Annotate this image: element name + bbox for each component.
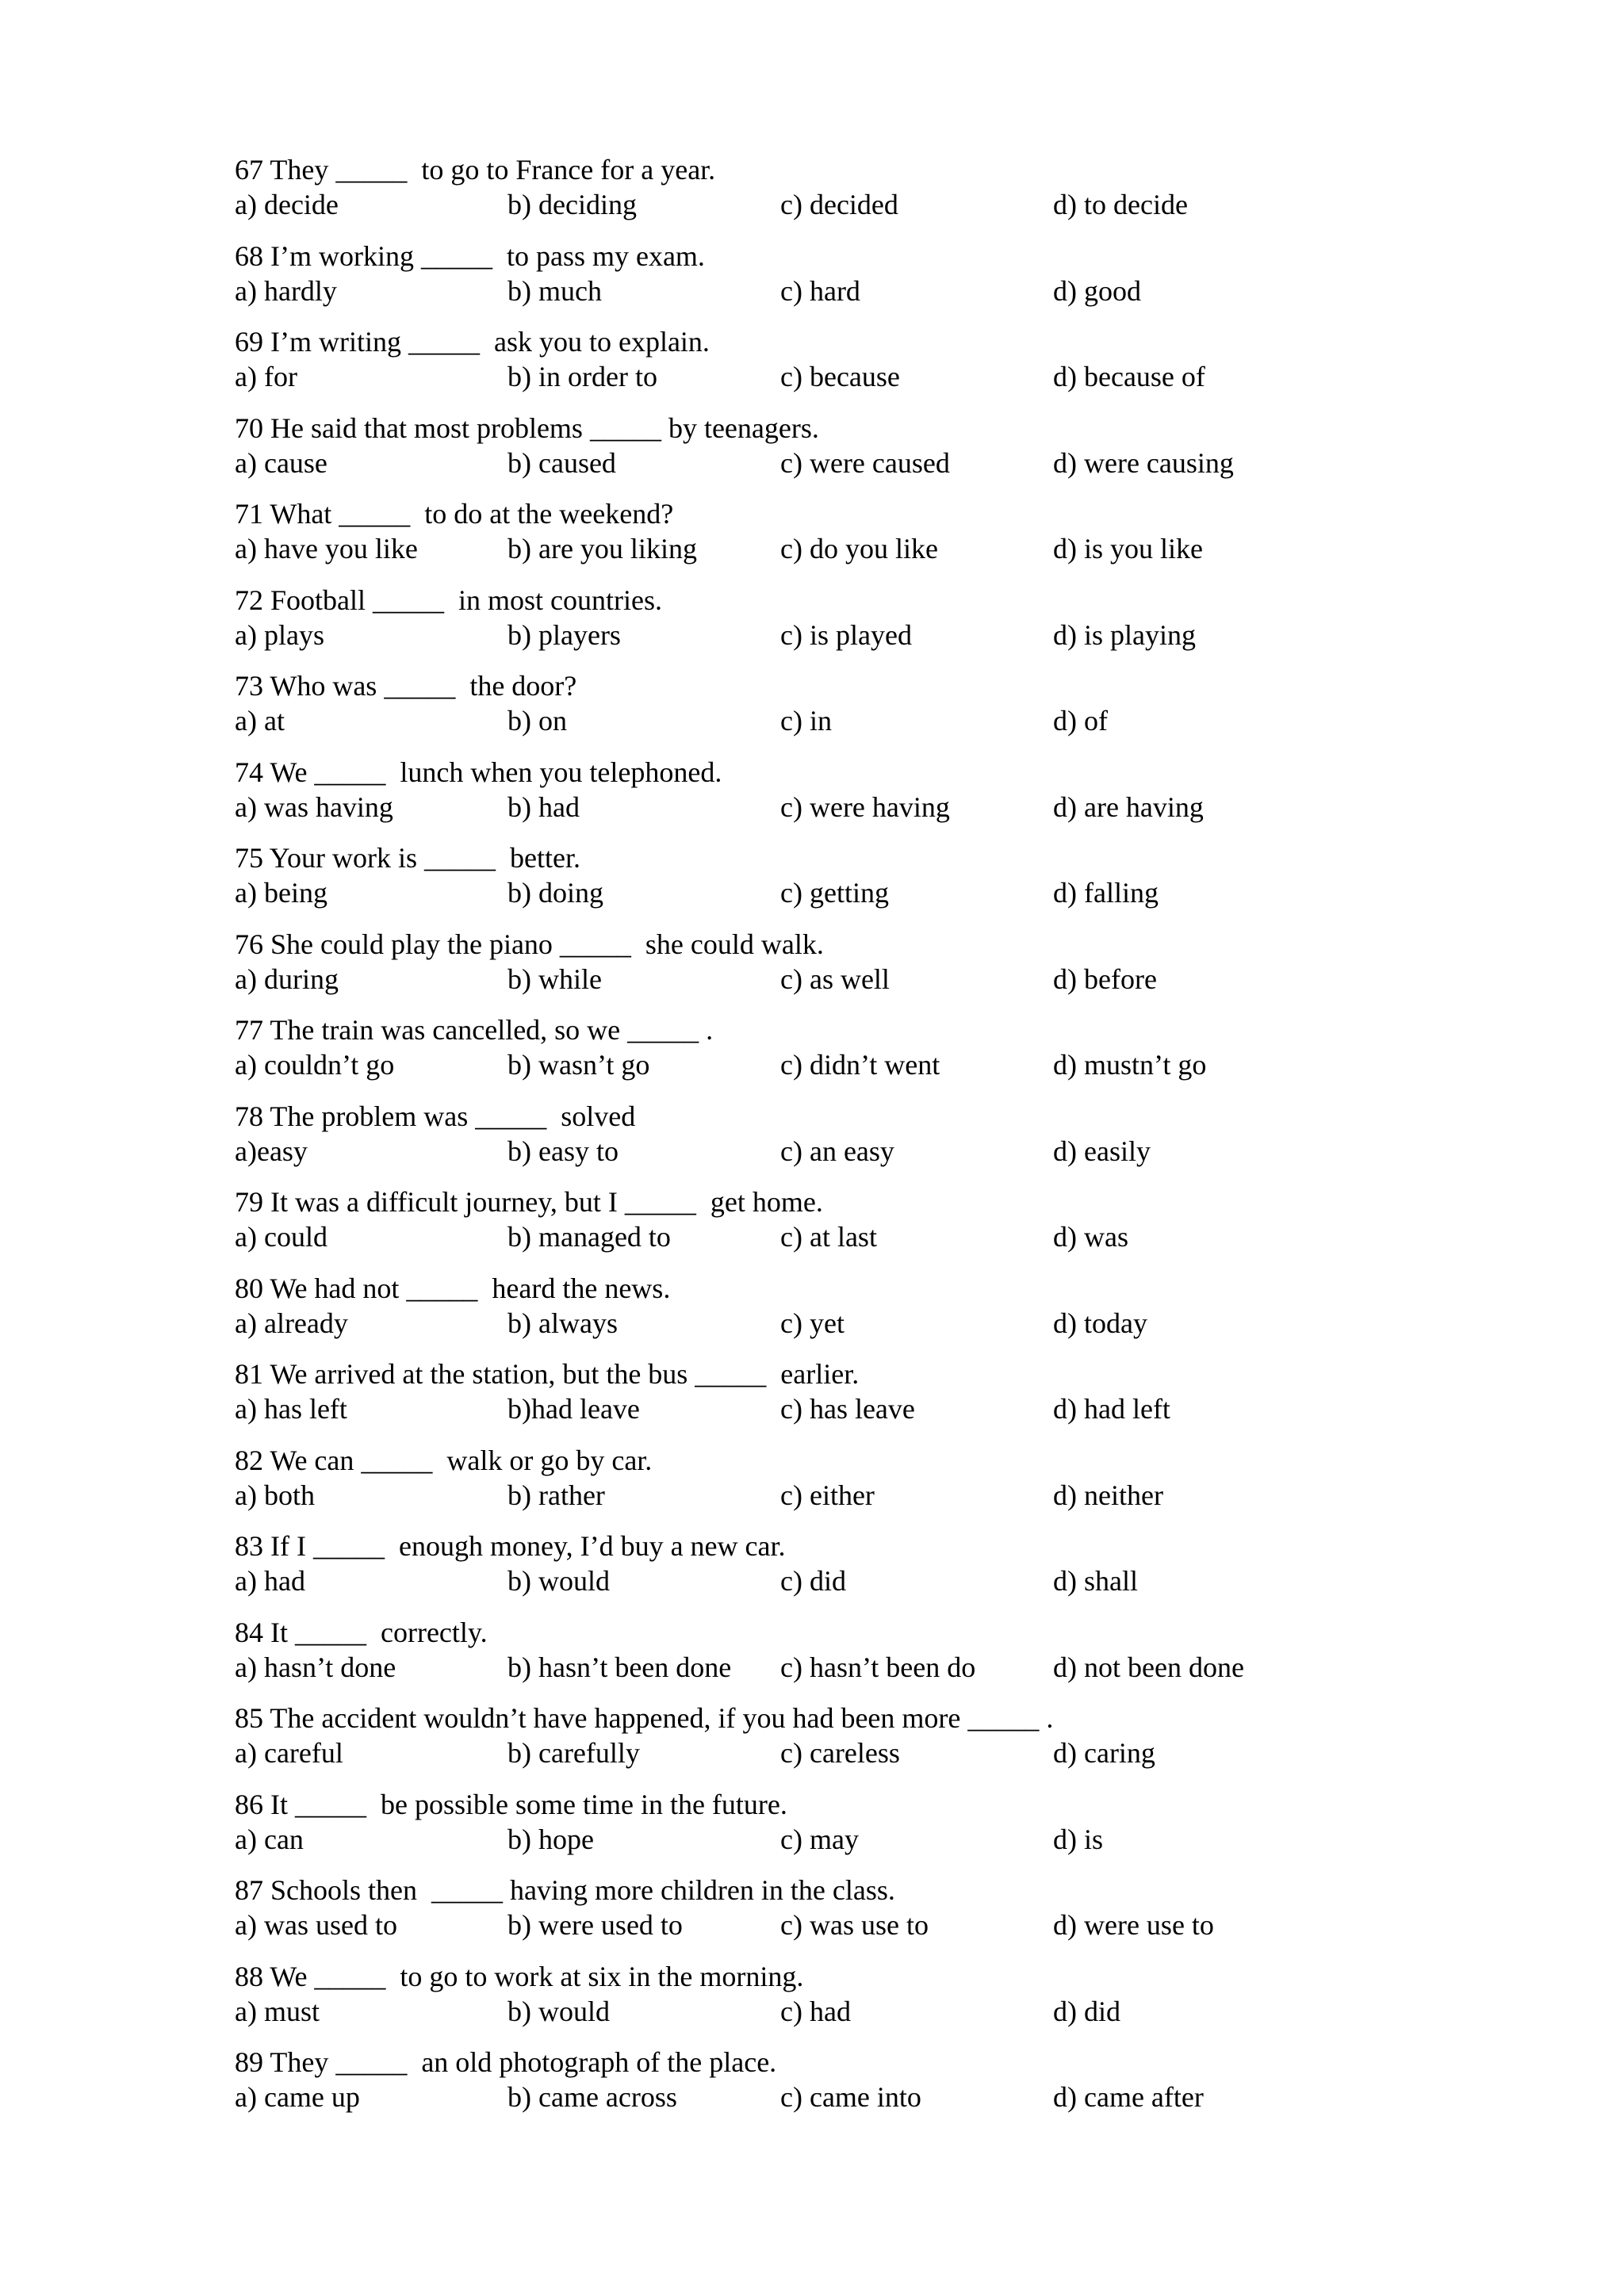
answer-options: [235, 187, 1599, 222]
answer-options: [235, 1994, 1599, 2029]
question-stem: 81 We arrived at the station, but the bus _____ earlier.: [235, 1358, 860, 1390]
option-b: b) are you liking: [508, 533, 697, 564]
answer-options: [235, 1391, 1599, 1426]
option-b: b) caused: [508, 446, 616, 479]
option-a: a) at: [235, 705, 285, 737]
question-74: [235, 755, 1599, 841]
question-stem: 86 It _____ be possible some time in the future.: [235, 1788, 787, 1820]
option-c: c) was use to: [780, 1909, 929, 1941]
question-87: [235, 1873, 1599, 1959]
option-b: b) would: [508, 1565, 610, 1597]
question-73: [235, 668, 1599, 755]
answer-options: [235, 962, 1599, 997]
answer-options: [235, 359, 1599, 394]
question-83: [235, 1529, 1599, 1615]
question-stem: 68 I’m working _____ to pass my exam.: [235, 239, 705, 272]
option-c: c) hard: [780, 274, 860, 307]
option-a: a) could: [235, 1221, 327, 1253]
option-c: c) is played: [780, 618, 912, 651]
question-stem: 88 We _____ to go to work at six in the morning.: [235, 1960, 804, 1992]
answer-options: [235, 1219, 1599, 1254]
option-c: c) an easy: [780, 1135, 894, 1167]
question-79: [235, 1184, 1599, 1271]
question-75: [235, 840, 1599, 927]
option-b: b) on: [508, 705, 567, 737]
option-a: a) was used to: [235, 1909, 397, 1941]
option-d: d) shall: [1053, 1565, 1138, 1597]
option-b: b) carefully: [508, 1737, 640, 1769]
option-a: a) already: [235, 1307, 348, 1339]
question-68: [235, 239, 1599, 325]
option-b: b) players: [508, 618, 621, 651]
answer-options: [235, 1047, 1599, 1082]
option-d: d) caring: [1053, 1737, 1155, 1769]
option-b: b) deciding: [508, 189, 637, 220]
option-d: d) of: [1053, 705, 1108, 737]
question-89: [235, 2045, 1599, 2131]
option-c: c) yet: [780, 1307, 845, 1339]
option-c: c) were having: [780, 790, 950, 823]
option-b: b) would: [508, 1995, 610, 2027]
question-78: [235, 1099, 1599, 1185]
option-d: d) are having: [1053, 790, 1204, 823]
option-a: a) can: [235, 1823, 304, 1855]
option-b: b) hope: [508, 1823, 594, 1855]
question-stem: 78 The problem was _____ solved: [235, 1100, 636, 1132]
answer-options: [235, 531, 1599, 566]
question-stem: 67 They _____ to go to France for a year.: [235, 154, 716, 186]
question-88: [235, 1959, 1599, 2045]
answer-options: [235, 274, 1599, 308]
option-c: c) didn’t went: [780, 1049, 940, 1081]
answer-options: [235, 790, 1599, 825]
option-c: c) in: [780, 705, 832, 737]
option-d: d) because of: [1053, 361, 1205, 392]
option-d: d) not been done: [1053, 1651, 1244, 1683]
question-stem: 89 They _____ an old photograph of the place.: [235, 2046, 777, 2078]
answer-options: [235, 703, 1599, 738]
question-stem: 69 I’m writing _____ ask you to explain.: [235, 326, 710, 358]
option-b: b) always: [508, 1307, 618, 1339]
option-a: a) plays: [235, 618, 324, 651]
answer-options: [235, 1822, 1599, 1857]
option-a: a) hasn’t done: [235, 1651, 396, 1683]
option-a: a) decide: [235, 189, 339, 220]
option-c: c) because: [780, 361, 900, 392]
option-b: b) doing: [508, 877, 603, 909]
option-d: d) were causing: [1053, 446, 1234, 479]
option-a: a)easy: [235, 1135, 308, 1167]
answer-options: [235, 1478, 1599, 1513]
option-a: a) careful: [235, 1737, 343, 1769]
option-a: a) cause: [235, 446, 327, 479]
option-d: d) today: [1053, 1307, 1147, 1339]
option-d: d) before: [1053, 962, 1157, 995]
question-76: [235, 927, 1599, 1013]
question-stem: 71 What _____ to do at the weekend?: [235, 498, 674, 530]
option-c: c) came into: [780, 2081, 921, 2113]
option-d: d) did: [1053, 1995, 1120, 2027]
option-a: a) being: [235, 877, 327, 909]
question-82: [235, 1443, 1599, 1529]
option-d: d) came after: [1053, 2081, 1204, 2113]
question-stem: 83 If I _____ enough money, I’d buy a new car.: [235, 1530, 786, 1562]
option-d: d) falling: [1053, 877, 1159, 909]
question-67: [235, 152, 1599, 239]
option-d: d) neither: [1053, 1479, 1163, 1511]
question-stem: 77 The train was cancelled, so we _____ .: [235, 1014, 714, 1046]
question-77: [235, 1012, 1599, 1099]
option-b: b)had leave: [508, 1393, 640, 1425]
question-stem: 73 Who was _____ the door?: [235, 670, 577, 702]
question-85: [235, 1701, 1599, 1787]
option-b: b) hasn’t been done: [508, 1651, 732, 1683]
option-c: c) careless: [780, 1737, 900, 1769]
option-a: a) has left: [235, 1393, 347, 1425]
question-stem: 80 We had not _____ heard the news.: [235, 1272, 671, 1304]
option-d: d) easily: [1053, 1135, 1151, 1167]
option-b: b) came across: [508, 2081, 677, 2113]
option-d: d) to decide: [1053, 189, 1188, 220]
option-c: c) decided: [780, 189, 898, 220]
answer-options: [235, 1735, 1599, 1770]
option-b: b) managed to: [508, 1221, 671, 1253]
question-stem: 79 It was a difficult journey, but I _____ get home.: [235, 1186, 823, 1218]
option-c: c) as well: [780, 962, 890, 995]
question-70: [235, 411, 1599, 497]
option-c: c) at last: [780, 1221, 877, 1253]
answer-options: [235, 618, 1599, 652]
option-c: c) did: [780, 1565, 846, 1597]
question-stem: 70 He said that most problems _____ by teenagers.: [235, 411, 819, 444]
option-c: c) hasn’t been do: [780, 1651, 976, 1683]
question-86: [235, 1787, 1599, 1873]
option-c: c) do you like: [780, 533, 938, 564]
question-stem: 87 Schools then _____ having more children in the class.: [235, 1874, 895, 1906]
option-d: d) good: [1053, 274, 1141, 307]
question-list: [235, 152, 1599, 2131]
option-c: c) were caused: [780, 446, 950, 479]
option-d: d) was: [1053, 1221, 1128, 1253]
option-a: a) couldn’t go: [235, 1049, 395, 1081]
question-80: [235, 1271, 1599, 1357]
option-b: b) while: [508, 962, 602, 995]
question-stem: 84 It _____ correctly.: [235, 1616, 488, 1648]
option-b: b) in order to: [508, 361, 657, 392]
question-84: [235, 1615, 1599, 1701]
option-c: c) either: [780, 1479, 875, 1511]
option-c: c) has leave: [780, 1393, 915, 1425]
option-a: a) for: [235, 361, 297, 392]
option-c: c) had: [780, 1995, 851, 2027]
question-stem: 72 Football _____ in most countries.: [235, 584, 662, 616]
option-b: b) much: [508, 274, 602, 307]
question-81: [235, 1357, 1599, 1443]
option-a: a) was having: [235, 790, 393, 823]
option-d: d) is you like: [1053, 533, 1203, 564]
option-b: b) easy to: [508, 1135, 619, 1167]
option-b: b) rather: [508, 1479, 605, 1511]
question-69: [235, 324, 1599, 411]
question-stem: 85 The accident wouldn’t have happened, if you had been more _____ .: [235, 1702, 1054, 1734]
option-b: b) were used to: [508, 1909, 683, 1941]
option-c: c) getting: [780, 877, 889, 909]
option-a: a) hardly: [235, 274, 337, 307]
option-d: d) had left: [1053, 1393, 1170, 1425]
question-72: [235, 583, 1599, 669]
option-d: d) were use to: [1053, 1909, 1214, 1941]
question-stem: 75 Your work is _____ better.: [235, 842, 581, 874]
answer-options: [235, 2080, 1599, 2114]
answer-options: [235, 1563, 1599, 1598]
option-a: a) both: [235, 1479, 315, 1511]
option-a: a) had: [235, 1565, 305, 1597]
answer-options: [235, 1134, 1599, 1169]
answer-options: [235, 1650, 1599, 1685]
question-stem: 74 We _____ lunch when you telephoned.: [235, 756, 722, 788]
option-b: b) wasn’t go: [508, 1049, 650, 1081]
question-71: [235, 496, 1599, 583]
option-d: d) is: [1053, 1823, 1103, 1855]
question-stem: 76 She could play the piano _____ she could walk.: [235, 928, 824, 960]
option-d: d) is playing: [1053, 618, 1196, 651]
answer-options: [235, 446, 1599, 480]
question-stem: 82 We can _____ walk or go by car.: [235, 1444, 653, 1476]
answer-options: [235, 1306, 1599, 1341]
option-b: b) had: [508, 790, 580, 823]
answer-options: [235, 875, 1599, 910]
option-c: c) may: [780, 1823, 859, 1855]
option-a: a) came up: [235, 2081, 360, 2113]
option-a: a) during: [235, 962, 339, 995]
option-a: a) must: [235, 1995, 320, 2027]
option-d: d) mustn’t go: [1053, 1049, 1207, 1081]
answer-options: [235, 1908, 1599, 1942]
option-a: a) have you like: [235, 533, 418, 564]
